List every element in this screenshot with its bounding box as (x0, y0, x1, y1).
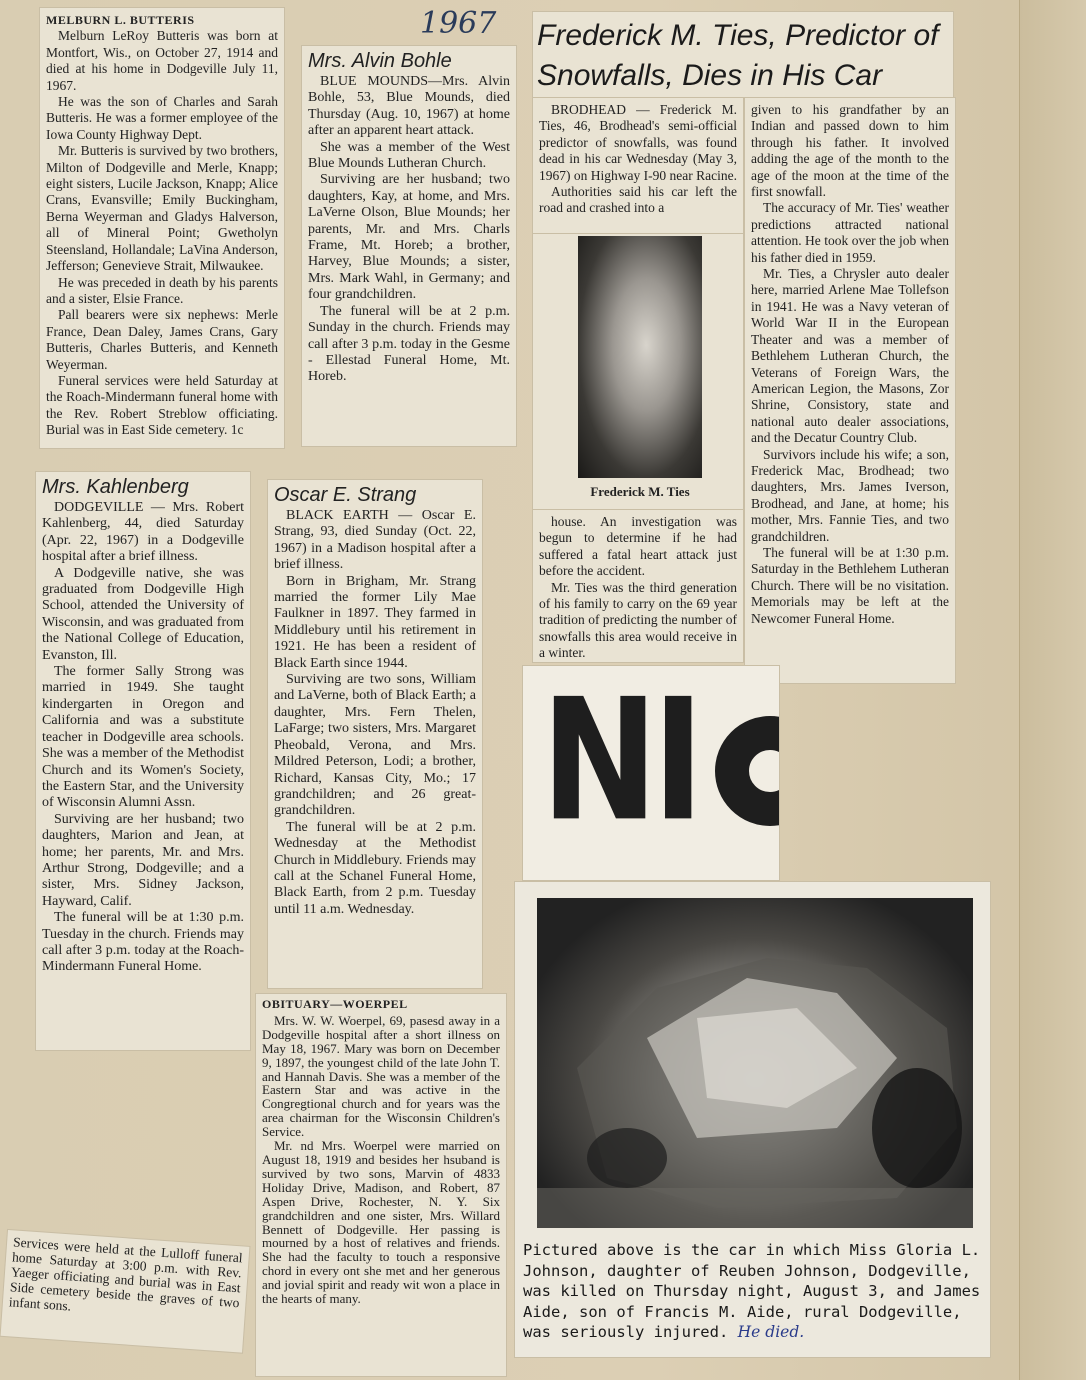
ties-paragraph: Survivors include his wife; a son, Frederick Mac, Brodhead; two daughters, Mrs. James Iverson, Brodhead, and Jane, at home; his mother, Mrs. Fannie Ties, and two grandchildren. (751, 446, 949, 544)
ties-paragraph: Mr. Ties, a Chrysler auto dealer here, married Arlene Mae Tollefson in 1941. He was a Navy veteran of World War II in the European Theater and was a member of Bethlehem Lutheran Church, the Veterans of Foreign Wars, the American Legion, the Masons, Zor Shrine, Consistory, state and national auto dealer associations, and the Decatur Country Club. (751, 266, 949, 446)
ni-headline-clipping (523, 666, 779, 880)
ties-paragraph: The accuracy of Mr. Ties' weather predictions attracted national attention. He took over the job when his father died in 1959. (751, 200, 949, 265)
ties-paragraph: given to his grandfather by an Indian and passed down to him through his father. It involved adding the age of the month to the age of the moon at the time of the first snowfall. (751, 102, 949, 200)
butteris-obituary (40, 8, 284, 448)
ties-column-2 (745, 98, 955, 683)
car-caption-text: Pictured above is the car in which Miss Gloria L. Johnson, daughter of Reuben Johnson, Dodgeville, was killed on Thursday night, August 3, and James Aide, son of Francis M. Aide, rural Dodgeville, was seriously injured. (523, 1241, 990, 1341)
bohle-paragraph: Surviving are her husband; two daughters, Kay, at home, and Mrs. LaVerne Olson, Blue Mounds; her parents, Mr. and Mrs. Charls Frame, Mt. Horeb; a brother, Harvey, Blue Mounds; a sister, Mrs. Mark Wahl, in Germany; and four grandchildren. (308, 172, 510, 303)
car-wreck-clipping (515, 882, 990, 1357)
butteris-paragraph: He was the son of Charles and Sarah Butteris. He was a former employee of the Iowa County Highway Dept. (46, 94, 278, 142)
wrecked-car-photo (537, 898, 973, 1228)
strang-paragraph: Born in Brigham, Mr. Strang married the former Lily Mae Faulkner in 1897. They farmed in Middlebury until his retirement in 1921. He has been a resident of Black Earth since 1944. (274, 573, 476, 671)
butteris-paragraph: Melburn LeRoy Butteris was born at Montfort, Wis., on October 27, 1914 and died at his home in Dodgeville July 11, 1967. (46, 28, 278, 93)
strang-obituary (268, 480, 482, 988)
ties-column-1-bottom (533, 510, 743, 662)
bohle-paragraph: She was a member of the West Blue Mounds Lutheran Church. (308, 139, 510, 172)
butteris-paragraph: Mr. Butteris is survived by two brothers, Milton of Dodgeville and Merle, Knapp; eight sisters, Lucile Jackson, Knapp; Alice Crans, Evansville; Emily Buckingham, Berna Weyerman and Gladys Halverson, all of Mineral Point; Gwetholyn Steensland, Hollandale; LaVina Anderson, Jefferson; Genevieve Strait, Milwaukee. (46, 143, 278, 274)
services-text: Services were held at the Lulloff funeral home Saturday at 3:00 p.m. with Rev. Yaeger officiating and burial was in East Side cemetery beside the graves of two infant sons. (8, 1234, 244, 1314)
kahlenberg-paragraph: The former Sally Strong was married in 1949. She taught kindergarten in Oregon and California and was a substitute teacher in Dodgeville area schools. She was a member of the Methodist Church and its Women's Society, the Eastern Star, and the University of Wisconsin Alumni Assn. (42, 664, 244, 811)
strang-paragraph: The funeral will be at 2 p.m. Wednesday at the Methodist Church in Middlebury. Friends may call at the Schanel Funeral Home, Black Earth, from 2 p.m. Tuesday until 11 a.m. Wednesday. (274, 819, 476, 917)
strang-paragraph: BLACK EARTH — Oscar E. Strang, 93, died Sunday (Oct. 22, 1967) in a Madison hospital after a brief illness. (274, 508, 476, 573)
woerpel-obituary (256, 994, 506, 1376)
woerpel-paragraph: Mr. nd Mrs. Woerpel were married on August 18, 1919 and besides her hsuband is survived by two sons, Marvin of 4833 Holiday Drive, Madison, and Robert, 87 Aspen Drive, Rochester, N. Y. Six grandchildren and one sister, Mrs. Willard Bennett of Dodgeville. Her passing is mourned by a host of relatives and friends. She had the faculty to touch a responsive chord in every ont she met and her generous and jovial spirit and ready wit won a place in the hearts of many. (262, 1138, 500, 1307)
strang-heading: Oscar E. Strang (274, 484, 417, 506)
ties-paragraph: house. An investigation was begun to determine if he had suffered a fatal heart attack just before the accident. (539, 514, 737, 579)
handwritten-note: He died. (737, 1323, 805, 1341)
ties-paragraph: Mr. Ties was the third generation of his family to carry on the 69 year tradition of predicting the number of snowfalls this area would receive in a winter. (539, 579, 737, 661)
ties-portrait-photo (578, 236, 702, 478)
kahlenberg-paragraph: Surviving are her husband; two daughters, Marion and Jean, at home; her parents, Mr. and Mrs. Arthur Strong, Dodgeville; and a sister, Mrs. Sidney Jackson, Hayward, Calif. (42, 811, 244, 909)
butteris-heading: MELBURN L. BUTTERIS (46, 13, 195, 27)
strang-paragraph: Surviving are two sons, William and LaVerne, both of Black Earth; a daughter, Mrs. Fern Thelen, LaFarge; two sisters, Mrs. Margaret Pheobald, Verona, and Mrs. Mildred Peterson, Lodi; a brother, Richard, Kansas City, Mo.; 17 grandchildren; and 26 great-grandchildren. (274, 672, 476, 819)
kahlenberg-paragraph: The funeral will be at 1:30 p.m. Tuesday in the church. Friends may call after 3 p.m. today at the Roach-Mindermann Funeral Home. (42, 910, 244, 975)
butteris-paragraph: Funeral services were held Saturday at the Roach-Mindermann funeral home with the Rev. Robert Streblow officiating. Burial was in East Side cemetery. 1c (46, 372, 278, 438)
kahlenberg-paragraph: A Dodgeville native, she was graduated from Dodgeville High School, attended the University of Wisconsin, and was graduated from the National College of Education, Evanston, Ill. (42, 565, 244, 663)
headline-letter-fragment (715, 716, 779, 826)
ties-photo-caption: Frederick M. Ties (590, 484, 690, 499)
ties-paragraph: BRODHEAD — Frederick M. Ties, 46, Brodhead's semi-official predictor of snowfalls, was found dead in his car Wednesday (May 3, 1967) on Highway I-90 near Racine. (539, 102, 737, 183)
wrecked-car-illustration (537, 898, 973, 1228)
ties-paragraph: The funeral will be at 1:30 p.m. Saturday in the Bethlehem Lutheran Church. There will be no visitation. Memorials may be left at the Newcomer Funeral Home. (751, 544, 949, 626)
ties-paragraph: Authorities said his car left the road and crashed into a (539, 184, 737, 216)
butteris-paragraph: He was preceded in death by his parents and a sister, Elsie France. (46, 274, 278, 306)
car-photo-caption (523, 1240, 990, 1343)
kahlenberg-heading: Mrs. Kahlenberg (42, 476, 189, 498)
ties-column-1-top (533, 98, 743, 234)
bohle-heading: Mrs. Alvin Bohle (308, 50, 452, 72)
page-edge (1019, 0, 1086, 1380)
woerpel-paragraph: Mrs. W. W. Woerpel, 69, pasesd away in a Dodgeville hospital after a short illness on May 18, 1967. Mary was born on December 9, 1897, the youngest child of the late John T. and Hannah Davis. She was a member of the Eastern Star and was active in the Congregtional church and for years was the area chairman for the Wisconsin Children's Service. (262, 1012, 500, 1140)
butteris-paragraph: Pall bearers were six nephews: Merle France, Dean Daley, James Crans, Gary Butteris, Charles Butteris, and Kenneth Weyerman. (46, 307, 278, 372)
kahlenberg-paragraph: DODGEVILLE — Mrs. Robert Kahlenberg, 44, died Saturday (Apr. 22, 1967) in a Dodgeville hospital after a brief illness. (42, 500, 244, 565)
bohle-paragraph: The funeral will be at 2 p.m. Sunday in the church. Friends may call after 3 p.m. today in the Gesme - Ellestad Funeral Home, Mt. Horeb. (308, 303, 510, 385)
kahlenberg-obituary (36, 472, 250, 1050)
bohle-paragraph: BLUE MOUNDS—Mrs. Alvin Bohle, 53, Blue Mounds, died Thursday (Aug. 10, 1967) at home after an apparent heart attack. (308, 74, 510, 139)
handwritten-year: 1967 (420, 6, 497, 41)
woerpel-heading: OBITUARY—WOERPEL (262, 997, 408, 1011)
services-clipping (1, 1230, 250, 1353)
bohle-obituary (302, 46, 516, 446)
ni-headline-text: NI (541, 666, 699, 860)
ties-headline: Frederick M. Ties, Predictor of Snowfalls, Dies in His Car (533, 12, 953, 98)
